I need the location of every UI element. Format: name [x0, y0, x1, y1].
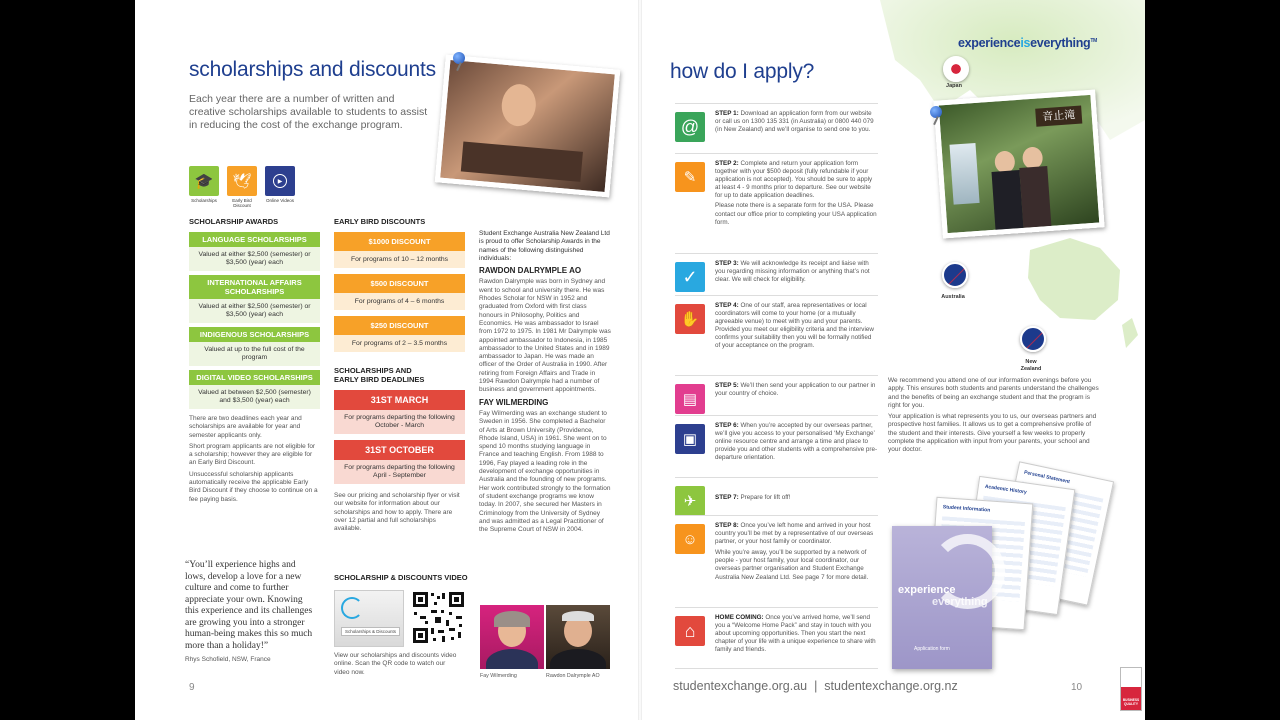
- discount-value: For programs of 2 – 3.5 months: [334, 335, 465, 352]
- deadline-value: For programs departing the following April - September: [334, 460, 465, 484]
- portrait-caption: Rawdon Dalrymple AO: [546, 673, 600, 679]
- early-bird-icon-block: [227, 166, 257, 208]
- award-value: Valued at either $2,500 (semester) or $3,500 (year) each: [189, 299, 320, 323]
- logo-swirl-icon: [341, 597, 363, 619]
- intro-text: Each year there are a number of written and creative scholarships available to students to assist in reducing the cost of the exchange program.: [189, 93, 428, 131]
- right-page: [640, 0, 1145, 720]
- step-text: STEP 6: When you’re accepted by our overseas partner, we’ll give you access to your personalised ‘My Exchange’ online resource centre and arrange a time and place to provide you and other students with a comprehensive pre-departure orientation.: [715, 422, 878, 462]
- pen-icon: ✎: [675, 162, 705, 192]
- discount-name: $1000 DISCOUNT: [334, 232, 465, 251]
- step-7: [675, 477, 878, 516]
- portrait-rawdon: [546, 605, 610, 680]
- discount-value: For programs of 10 – 12 months: [334, 251, 465, 268]
- page-number: 9: [189, 682, 195, 693]
- award-international: [189, 275, 320, 323]
- step-text: HOME COMING: Once you’ve arrived home, we’ll send you a “Welcome Home Pack” and stay in touch with you about upcoming opportunities. Then you start the next chapter of your life with a unique experience to share with family and friends.: [715, 614, 876, 654]
- bios-intro: Student Exchange Australia New Zealand Ltd is proud to offer Scholarship Awards in the names of the following distinguished individuals:: [479, 230, 610, 262]
- graduation-cap-icon: 🎓: [189, 166, 219, 196]
- step-4: [675, 295, 878, 371]
- video-block: [334, 590, 474, 648]
- scholarships-icon-block: [189, 166, 219, 208]
- video-caption: View our scholarships and discounts video online. Scan the QR code to watch our video now.: [334, 652, 457, 676]
- cover-title: everything: [932, 596, 988, 608]
- step-1: [675, 103, 878, 154]
- footer-url[interactable]: studentexchange.org.au | studentexchange.org.nz: [673, 679, 958, 693]
- step-5: [675, 375, 878, 416]
- check-icon: ✓: [675, 262, 705, 292]
- face-shape: [500, 83, 538, 128]
- portrait-caption: Fay Wilmerding: [480, 673, 517, 679]
- award-notes: [189, 415, 320, 504]
- brochure-spread: [135, 0, 1145, 720]
- portrait-fay: [480, 605, 544, 680]
- award-digital-video: [189, 370, 320, 409]
- australia-flag-icon: [942, 262, 968, 288]
- portrait-image: [480, 605, 544, 669]
- home-icon: ⌂: [675, 616, 705, 646]
- bird-icon: 🕊: [227, 166, 257, 196]
- page-title: scholarships and discounts: [189, 58, 436, 81]
- category-icons: [189, 166, 295, 208]
- new-zealand-flag-icon: [1020, 326, 1046, 352]
- discount-name: $500 DISCOUNT: [334, 274, 465, 293]
- map-label: Australia: [941, 294, 965, 300]
- step-text: STEP 3: We will acknowledge its receipt and liaise with you regarding missing information or anything that’s not clear. We will check for eligibility.: [715, 260, 870, 284]
- award-name: INDIGENOUS SCHOLARSHIPS: [189, 327, 320, 342]
- award-name: DIGITAL VIDEO SCHOLARSHIPS: [189, 370, 320, 385]
- bio-title: FAY WILMERDING: [479, 397, 549, 407]
- icon-label: Scholarships: [191, 198, 217, 203]
- step-text: STEP 4: One of our staff, area representatives or local coordinators will come to your home (or a mutually agreeable venue) to meet with you and your parents. Provided you meet our eligibility criteria and the interview confirms your suitability then you will be formally notified of your acceptance on the program.: [715, 302, 874, 350]
- page-title: how do I apply?: [670, 60, 815, 83]
- form-page: Student Information: [928, 497, 1034, 630]
- bio-text: Fay Wilmerding was an exchange student to Sweden in 1956. She completed a Bachelor of Arts at Brown University (Providence, Rhode Island, USA) in 1961. She went on to spend 10 months studying language in France and teaching English. From 1988 to 1996, Fay played a leading role in the development of exchange opportunities in Australia and the founding of new programs. Her work contributed strongly to the formation of student exchange programs we know today. In 2007, she secured her Masters in Criminology from the University of Sydney and was admitted as a Legal Practitioner of the Supreme Court of NSW in 2004.: [479, 409, 611, 534]
- form-page: Personal Statement: [993, 461, 1114, 605]
- cover-caption: Application form: [914, 646, 950, 652]
- step-8: [675, 515, 878, 608]
- support-icon: ☺: [675, 524, 705, 554]
- step-text: STEP 8: Once you’ve left home and arrived in your host country you’ll be met by a representative of our overseas partner, or your host family or coordinator. While you’re away, you’ll be supported by a network of people - your host family, your local coordinator, our overseas partner organisation and Student Exchange Australia New Zealand Ltd. See page 7 for more detail.: [715, 522, 874, 581]
- table-shape: [461, 141, 583, 181]
- award-value: Valued at up to the full cost of the program: [189, 342, 320, 366]
- info-paragraph: We recommend you attend one of our information evenings before you apply. This ensures both students and parents understand the challenges and the benefits of being an exchange student and that the program is right for you.: [888, 377, 1099, 409]
- application-brochure: [890, 470, 1120, 675]
- step-2: [675, 153, 878, 254]
- video-section: [334, 573, 474, 677]
- bio-title: RAWDON DALRYMPLE AO: [479, 266, 582, 276]
- form-page: Academic History: [962, 476, 1076, 615]
- section-heading: SCHOLARSHIPS AND EARLY BIRD DEADLINES: [334, 366, 425, 384]
- japan-flag-icon: [943, 56, 969, 82]
- map-label: New Zealand: [1020, 359, 1042, 372]
- info-paragraph: Your application is what represents you to us, our overseas partners and prospective host families. It allows us to get a comprehensive profile of the student and their interests. Give yourself a few weeks to properly complete the application with input from your parents, your school and your doctor.: [888, 413, 1097, 454]
- trademark: TM: [1090, 37, 1097, 44]
- photo-sign: 音止滝: [1035, 106, 1082, 127]
- step-3: [675, 253, 878, 296]
- brochure-cover: [892, 526, 992, 669]
- pushpin-icon: [453, 52, 465, 64]
- brand-logo: [958, 36, 1097, 50]
- testimonial-quote: [185, 560, 313, 664]
- left-page: [135, 0, 640, 720]
- step-6: [675, 415, 878, 478]
- airplane-icon: ✈: [675, 486, 705, 516]
- map-label: Japan: [946, 83, 962, 89]
- page-number: 10: [1071, 682, 1083, 693]
- bios-column: [479, 230, 611, 537]
- section-heading: SCHOLARSHIP & DISCOUNTS VIDEO: [334, 573, 468, 582]
- step-text: STEP 1: Download an application form from our website or call us on 1300 135 331 (in Australia) or 0800 440 079 (in New Zealand) and we’ll organise to send one to you.: [715, 110, 874, 134]
- thumbnail-label: Scholarships & Discounts: [341, 627, 400, 636]
- play-icon: ▶: [265, 166, 295, 196]
- brand-part: everything: [1030, 36, 1091, 50]
- icon-label: Early Bird Discount: [232, 198, 252, 208]
- quote-author: Rhys Schofield, NSW, France: [185, 656, 271, 663]
- award-name: INTERNATIONAL AFFAIRS SCHOLARSHIPS: [189, 275, 320, 299]
- qr-code-icon[interactable]: [411, 590, 466, 645]
- cover-title: experience: [898, 584, 956, 596]
- brand-part: experience: [958, 36, 1021, 50]
- discount-name: $250 DISCOUNT: [334, 316, 465, 335]
- deadline-date: 31ST MARCH: [334, 390, 465, 410]
- deadline-date: 31ST OCTOBER: [334, 440, 465, 460]
- note-text: Short program applicants are not eligible for a scholarship; however they are eligible for an Early Bird Discount.: [189, 442, 316, 467]
- step-text: STEP 7: Prepare for lift off!: [715, 494, 791, 501]
- section-heading: EARLY BIRD DISCOUNTS: [334, 217, 426, 226]
- note-text: There are two deadlines each year and scholarships are available for year and semester applicants only.: [189, 415, 302, 439]
- handshake-icon: ✋: [675, 304, 705, 334]
- online-videos-icon-block: [265, 166, 295, 208]
- student-photo: [435, 55, 620, 198]
- at-icon: @: [675, 112, 705, 142]
- early-bird-discounts: [334, 217, 465, 533]
- section-heading: SCHOLARSHIP AWARDS: [189, 217, 279, 226]
- award-language: [189, 232, 320, 271]
- pushpin-icon: [930, 106, 942, 118]
- award-value: Valued at either $2,500 (semester) or $3,500 (year) each: [189, 247, 320, 271]
- info-text-block: [888, 377, 1100, 458]
- quality-badge-icon: BUSINESS QUALITY: [1120, 667, 1142, 711]
- step-text: STEP 2: Complete and return your application form together with your $500 deposit (fully refundable if your application is not accepted). You should be sure to apply at least 4 - 9 months prior to departure. See our website for up to date application deadlines. Please note there is a separate form for the USA. Please contact our office prior to completing your USA application form.: [715, 160, 877, 226]
- portrait-image: [546, 605, 610, 669]
- award-name: LANGUAGE SCHOLARSHIPS: [189, 232, 320, 247]
- note-text: Unsuccessful scholarship applicants automatically receive the applicable Early Bird Discount if they choose to continue on a fee paying basis.: [189, 470, 318, 503]
- japan-photo: [933, 90, 1104, 239]
- document-icon: ▤: [675, 384, 705, 414]
- deadline-value: For programs departing the following October - March: [334, 410, 465, 434]
- step-text: STEP 5: We’ll then send your application to our partner in your country of choice.: [715, 382, 876, 398]
- step-home-coming: [675, 607, 878, 669]
- award-value: Valued at between $2,500 (semester) and $3,500 (year) each: [189, 385, 320, 409]
- id-card-icon: ▣: [675, 424, 705, 454]
- scholarship-awards: [189, 217, 320, 507]
- bio-text: Rawdon Dalrymple was born in Sydney and went to school and university there. He was Rhodes Scholar for NSW in 1952 and graduated from Oxford with first class honours in Philosophy, Politics and Economics. He was ambassador to Israel from 1972 to 1975. In 1981 Mr Dalrymple was appointed ambassador to Indonesia, in 1985 ambassador to the United States and in 1989 ambassador to Japan. He was made an officer of the Order of Australia in 1990. After retiring from Foreign Affairs and Trade in 1994 Rawdon Dalrymple had a number of business and government appointments.: [479, 278, 611, 394]
- video-thumbnail[interactable]: [334, 590, 404, 647]
- award-indigenous: [189, 327, 320, 366]
- deadlines-note: See our pricing and scholarship flyer or visit our website for information about our scholarships and how to apply. There are over 12 partial and full scholarships available.: [334, 492, 460, 533]
- brand-part: is: [1020, 36, 1031, 50]
- waterfall-shape: [949, 143, 979, 205]
- quote-text: “You’ll experience highs and lows, develop a love for a new culture and come to further appreciate your own. Knowing this experience and its challenges are growing you into a stronger human-being makes this so much more than a holiday!”: [185, 560, 313, 651]
- discount-value: For programs of 4 – 6 months: [334, 293, 465, 310]
- icon-label: Online Videos: [266, 198, 294, 203]
